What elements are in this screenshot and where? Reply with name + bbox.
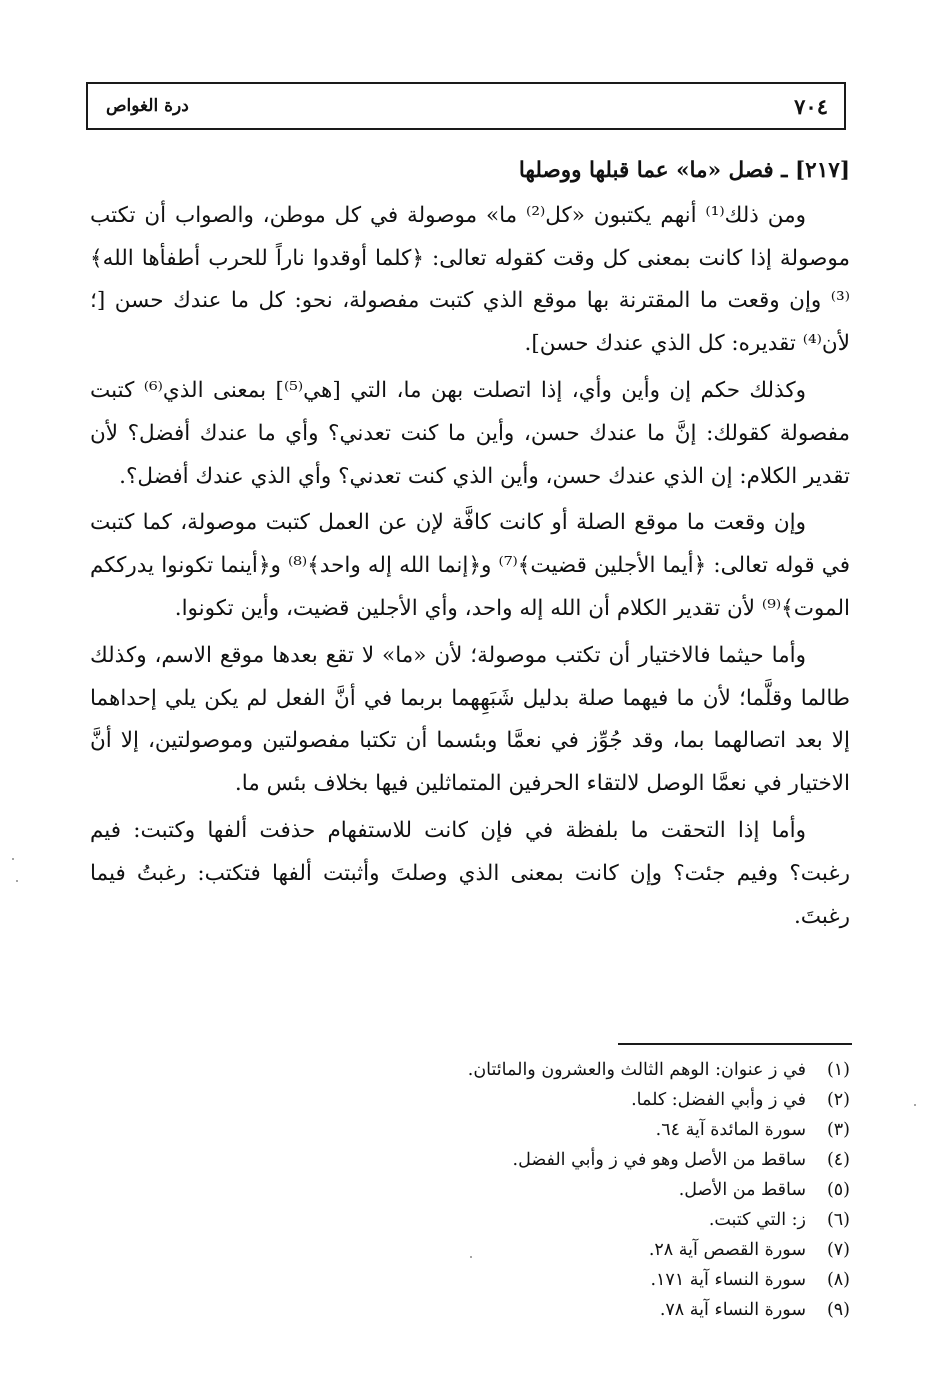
- scan-speck: [914, 1104, 916, 1106]
- footnote-number: (٦): [826, 1210, 850, 1230]
- footnote-separator: [618, 1043, 852, 1045]
- section-heading: [٢١٧] ـ فصل «ما» عما قبلها ووصلها: [518, 158, 850, 183]
- running-title: درة الغواص: [106, 96, 189, 116]
- footnote-number: (٧): [826, 1240, 850, 1260]
- footnote: [400, 1115, 850, 1145]
- paragraph-1: ومن ذلك⁽¹⁾ أنهم يكتبون «كل⁽²⁾ ما» موصولة في كل موطن، والصواب أن تكتب موصولة إذا كانت بمعنى كل وقت كقوله تعالى: ﴿كلما أوقدوا ناراً للحرب أطفأها الله﴾⁽³⁾ وإن وقعت ما المقترنة بها موقع الذي كتبت مفصولة، نحو: كل ما عندك حسن [؛ لأن⁽⁴⁾ تقديره: كل الذي عندك حسن].: [90, 202, 850, 357]
- footnote: [400, 1295, 850, 1325]
- scan-speck: [12, 858, 14, 860]
- footnote-text: ساقط من الأصل.: [678, 1180, 806, 1200]
- footnote-number: (٢): [826, 1090, 850, 1110]
- scan-speck: [470, 1256, 472, 1258]
- scan-speck: [16, 880, 18, 882]
- footnote-text: سورة القصص آية ٢٨.: [648, 1240, 806, 1260]
- footnote-number: (٩): [826, 1300, 850, 1320]
- main-text: [90, 150, 850, 942]
- footnote: [400, 1145, 850, 1175]
- footnote-text: سورة النساء آية ١٧١.: [650, 1270, 806, 1290]
- footnote-text: في ز عنوان: الوهم الثالث والعشرون والمائتان.: [467, 1060, 806, 1080]
- footnote-text: ساقط من الأصل وهو في ز وأبي الفضل.: [512, 1150, 806, 1170]
- paragraph-2: وكذلك حكم إن وأين وأي، إذا اتصلت بهن ما، التي [هي⁽⁵⁾] بمعنى الذي⁽⁶⁾ كتبت مفصولة كقولك: إنَّ ما عندك حسن، وأين ما كنت تعدني؟ وأي ما عندك أفضل؟ لأن تقدير الكلام: إن الذي عندك حسن، وأين الذي كنت تعدني؟ وأي الذي عندك أفضل؟.: [90, 377, 850, 489]
- footnotes: [400, 1055, 850, 1325]
- footnote: [400, 1085, 850, 1115]
- paragraph-5: وأما إذا التحقت ما بلفظة في فإن كانت للاستفهام حذفت ألفها وكتبت: فيم رغبت؟ وفيم جئت؟ وإن كانت بمعنى الذي وصلتَ وأثبتت ألفها فتكتب: رغبتُ فيما رغبتَ.: [90, 817, 850, 929]
- footnote: [400, 1265, 850, 1295]
- footnote-number: (٣): [826, 1120, 850, 1140]
- footnote-number: (١): [826, 1060, 850, 1080]
- footnote-text: ز: التي كتبت.: [708, 1210, 806, 1230]
- paragraph-4: وأما حيثما فالاختيار أن تكتب موصولة؛ لأن «ما» لا تقع بعدها موقع الاسم، وكذلك طالما وقلَّما؛ لأن ما فيهما صلة بدليل شَبَهِهما بربما في أنَّ الفعل لم يكن يلي إحداهما إلا بعد اتصالهما بما، وقد جُوِّز في نعمَّا وبئسما أن تكتبا مفصولتين وموصولتين، إلا أنَّ الاختيار في نعمَّا الوصل لالتقاء الحرفين المتماثلين فيها بخلاف بئس ما.: [90, 642, 850, 797]
- footnote-text: سورة النساء آية ٧٨.: [659, 1300, 806, 1320]
- footnote-number: (٤): [826, 1150, 850, 1170]
- running-header: [86, 82, 846, 130]
- footnote-text: في ز وأبي الفضل: كلما.: [631, 1090, 806, 1110]
- footnote-number: (٥): [826, 1180, 850, 1200]
- footnote-number: (٨): [826, 1270, 850, 1290]
- paragraph-3: وإن وقعت ما موقع الصلة أو كانت كافَّة لإن عن العمل كتبت موصولة، كما كتبت في قوله تعالى: ﴿أيما الأجلين قضيت﴾⁽⁷⁾ و﴿إنما الله إله واحد﴾⁽⁸⁾ و﴿أينما تكونوا يدرككم الموت﴾⁽⁹⁾ لأن تقدير الكلام أن الله إله واحد، وأي الأجلين قضيت، وأين تكونوا.: [90, 510, 850, 621]
- footnote: [400, 1055, 850, 1085]
- footnote: [400, 1205, 850, 1235]
- footnote: [400, 1175, 850, 1205]
- footnote-text: سورة المائدة آية ٦٤.: [655, 1120, 806, 1140]
- page-number: ٧٠٤: [794, 93, 828, 119]
- footnote: [400, 1235, 850, 1265]
